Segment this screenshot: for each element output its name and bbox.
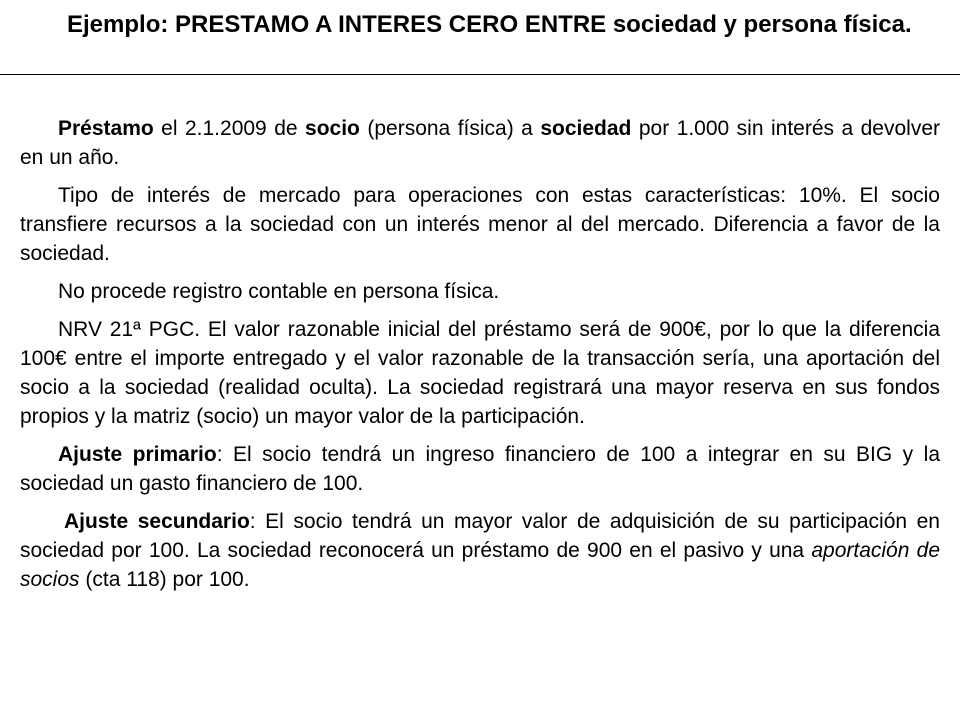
term-sociedad: sociedad: [540, 117, 632, 140]
paragraph-primary-adjustment: [20, 440, 940, 498]
text-segment: : El socio tendrá un mayor valor de adquisición de su participación en sociedad por 100. La sociedad reconocerá un préstamo de 900 en el pasivo y una: [20, 510, 940, 562]
title-divider: [0, 74, 960, 75]
term-prestamo: Préstamo: [58, 117, 154, 140]
paragraph-no-record: No procede registro contable en persona física.: [58, 280, 500, 303]
paragraph-secondary-adjustment: [20, 507, 940, 594]
term-ajuste-secundario: Ajuste secundario: [64, 510, 250, 533]
document-body: [20, 114, 940, 603]
text-segment: (persona física) a: [359, 117, 541, 140]
page-title: Ejemplo: PRESTAMO A INTERES CERO ENTRE sociedad y persona física.: [67, 11, 912, 38]
term-aportacion-socios: aportación de socios: [20, 539, 940, 591]
paragraph-nrv21: NRV 21ª PGC. El valor razonable inicial del préstamo será de 900€, por lo que la diferencia 100€ entre el importe entregado y el valor razonable de la transacción sería, una aportación del socio a la sociedad (realidad oculta). La sociedad registrará una mayor reserva en sus fondos propios y la matriz (socio) un mayor valor de la participación.: [20, 318, 940, 428]
text-segment: (cta 118) por 100.: [79, 568, 250, 591]
term-ajuste-primario: Ajuste primario: [58, 443, 217, 466]
term-socio: socio: [305, 117, 360, 140]
text-segment: por 1.000 sin interés a devolver en un año.: [20, 117, 940, 169]
text-segment: : El socio tendrá un ingreso financiero de 100 a integrar en su BIG y la sociedad un gasto financiero de 100.: [20, 443, 940, 495]
text-segment: el 2.1.2009 de: [153, 117, 306, 140]
paragraph-interest-rate: Tipo de interés de mercado para operaciones con estas características: 10%. El socio transfiere recursos a la sociedad con un interés menor al del mercado. Diferencia a favor de la sociedad.: [20, 184, 940, 265]
paragraph-loan: [20, 114, 940, 172]
